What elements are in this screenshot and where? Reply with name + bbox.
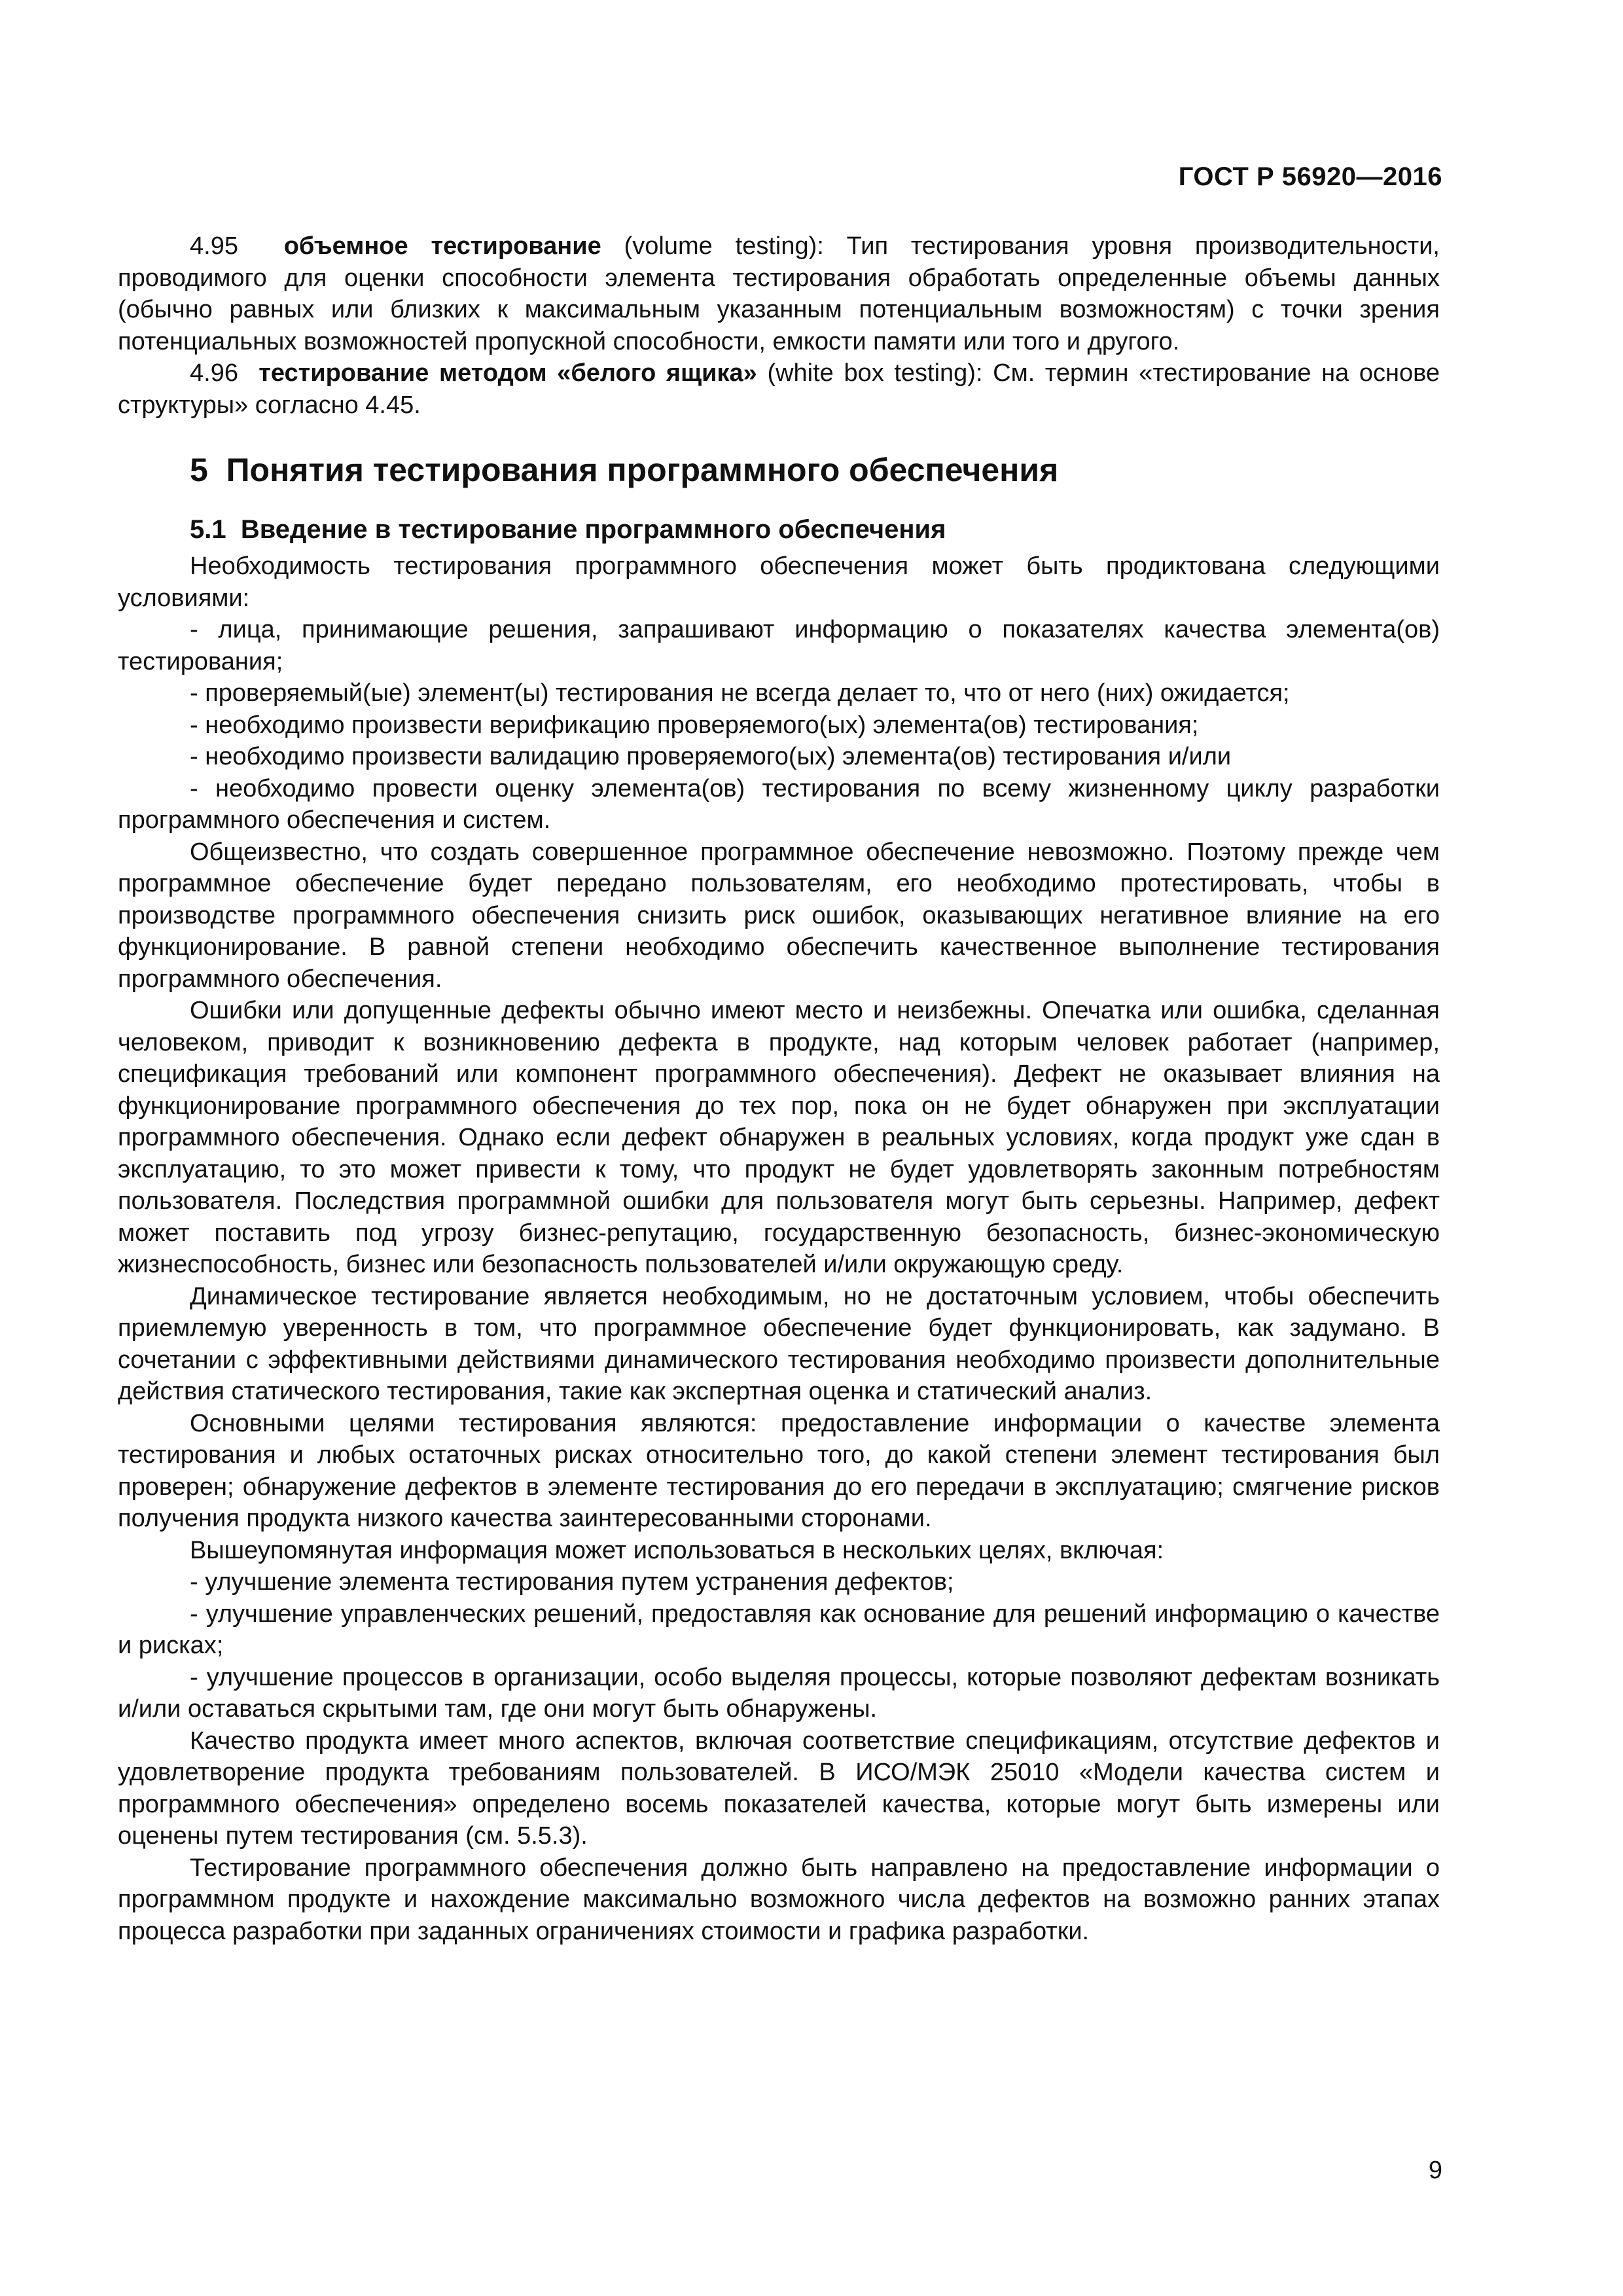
paragraph: Динамическое тестирование является необходимым, но не достаточным условием, чтобы обеспечить приемлемую уверенность в том, что программное обеспечение будет функционировать, как задумано. В сочетании с эффективными действиями динамического тестирования необходимо произвести дополнительные действия статического тестирования, такие как экспертная оценка и статический анализ. — [118, 1282, 1440, 1405]
paragraph: Необходимость тестирования программного обеспечения может быть продиктована следующими условиями: — [118, 552, 1440, 612]
paragraph: Основными целями тестирования являются: предоставление информации о качестве элемента тестирования и любых остаточных рисках относительно того, до какой степени элемент тестирования был проверен; обнаружение дефектов в элементе тестирования до его передачи в эксплуатацию; смягчение рисков получения продукта низкого качества заинтересованными сторонами. — [118, 1409, 1440, 1532]
paragraph: Ошибки или допущенные дефекты обычно имеют место и неизбежны. Опечатка или ошибка, сделанная человеком, приводит к возникновению дефекта в продукте, над которым человек работает (например, спецификация требований или компонент программного обеспечения). Дефект не оказывает влияния на функционирование программного обеспечения до тех пор, пока он не будет обнаружен при эксплуатации программного обеспечения. Однако если дефект обнаружен в реальных условиях, когда продукт уже сдан в эксплуатацию, то это может привести к тому, что продукт не будет удовлетворять законным потребностям пользователя. Последствия программной ошибки для пользователя могут быть серьезны. Например, дефект может поставить под угрозу бизнес-репутацию, государственную безопасность, бизнес-экономическую жизнеспособность, бизнес или безопасность пользователей и/или окружающую среду. — [118, 997, 1440, 1278]
paragraph: Вышеупомянутая информация может использоваться в нескольких целях, включая: — [190, 1536, 1164, 1564]
list-item: - улучшение процессов в организации, особо выделяя процессы, которые позволяют дефектам возникать и/или оставаться скрытыми там, где они могут быть обнаружены. — [118, 1663, 1440, 1723]
section-number: 5 — [190, 452, 208, 488]
term-entry-4-95 — [118, 230, 1440, 357]
document-code-header: ГОСТ Р 56920—2016 — [1178, 162, 1442, 191]
list-item: - необходимо произвести валидацию проверяемого(ых) элемента(ов) тестирования и/или — [190, 743, 1232, 770]
term-definition: (volume testing): Тип тестирования уровня производительности, проводимого для оценки способности элемента тестирования обработать определенные объемы данных (обычно равных или близких к максимальным указанным потенциальным возможностям) с точки зрения потенциальных возможностей пропускной способности, емкости памяти или того и другого. — [118, 232, 1440, 355]
subsection-heading — [118, 512, 1440, 547]
paragraph: Качество продукта имеет много аспектов, включая соответствие спецификациям, отсутствие дефектов и удовлетворение продукта требованиям пользователей. В ИСО/МЭК 25010 «Модели качества систем и программного обеспечения» определено восемь показателей качества, которые могут быть измерены или оценены путем тестирования (см. 5.5.3). — [118, 1727, 1440, 1850]
paragraph: Тестирование программного обеспечения должно быть направлено на предоставление информации о программном продукте и нахождение максимально возможного числа дефектов на возможно ранних этапах процесса разработки при заданных ограничениях стоимости и графика разработки. — [118, 1854, 1440, 1945]
list-item: - проверяемый(ые) элемент(ы) тестирования не всегда делает то, что от него (них) ожидается; — [190, 679, 1290, 707]
section-title: Понятия тестирования программного обеспечения — [226, 452, 1059, 488]
term-title: тестирование методом «белого ящика» — [259, 359, 757, 387]
term-entry-4-96 — [118, 357, 1440, 421]
section-heading — [118, 450, 1440, 490]
subsection-number: 5.1 — [190, 515, 226, 544]
term-definition: (white box testing): См. термин «тестирование на основе структуры» согласно 4.45. — [118, 359, 1440, 419]
list-item: - необходимо провести оценку элемента(ов) тестирования по всему жизненному циклу разработки программного обеспечения и систем. — [118, 774, 1440, 834]
list-item: - лица, принимающие решения, запрашивают информацию о показателях качества элемента(ов) тестирования; — [118, 616, 1440, 675]
subsection-title: Введение в тестирование программного обеспечения — [240, 515, 946, 544]
term-number: 4.96 — [190, 359, 238, 387]
list-item: - улучшение управленческих решений, предоставляя как основание для решений информацию о качестве и рисках; — [118, 1600, 1440, 1659]
term-title: объемное тестирование — [283, 232, 601, 260]
list-item: - улучшение элемента тестирования путем устранения дефектов; — [190, 1568, 954, 1596]
page-number: 9 — [1428, 2157, 1442, 2184]
list-item: - необходимо произвести верификацию проверяемого(ых) элемента(ов) тестирования; — [190, 711, 1199, 739]
page-content — [118, 230, 1440, 1947]
term-number: 4.95 — [190, 232, 238, 260]
paragraph: Общеизвестно, что создать совершенное программное обеспечение невозможно. Поэтому прежде чем программное обеспечение будет передано пользователям, его необходимо протестировать, чтобы в производстве программного обеспечения снизить риск ошибок, оказывающих негативное влияние на его функционирование. В равной степени необходимо обеспечить качественное выполнение тестирования программного обеспечения. — [118, 838, 1440, 993]
